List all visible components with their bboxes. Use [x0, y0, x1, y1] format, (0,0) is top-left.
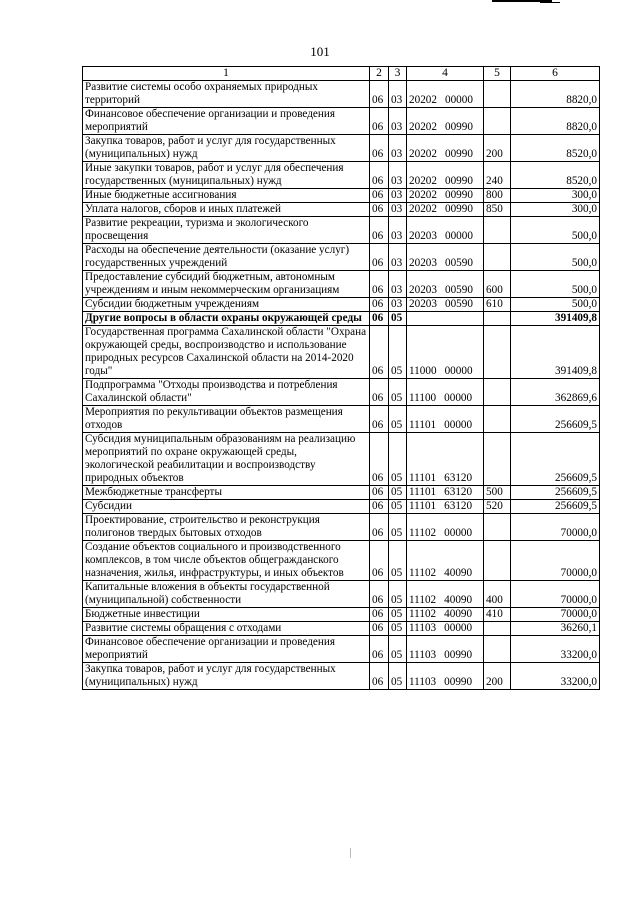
row-target-direction: 00990: [444, 148, 473, 160]
row-expense-type: 240: [484, 162, 511, 189]
row-target-program: 20203: [409, 284, 437, 296]
row-subsection: 03: [389, 298, 407, 312]
row-section: 06: [370, 608, 389, 622]
row-name: Капитальные вложения в объекты государственной (муниципальной) собственности: [83, 581, 370, 608]
table-header-row: [83, 67, 600, 81]
row-expense-type: 500: [484, 486, 511, 500]
row-expense-type: [484, 217, 511, 244]
row-target-program: 11103: [409, 649, 437, 661]
row-subsection: 03: [389, 271, 407, 298]
row-target-program: 11102: [409, 594, 437, 606]
row-target-article: [407, 81, 484, 108]
row-target-article: [407, 636, 484, 663]
row-target-direction: 40090: [444, 608, 473, 620]
row-amount: 70000,0: [511, 541, 600, 581]
row-target-program: 11102: [409, 567, 437, 579]
row-name: Уплата налогов, сборов и иных платежей: [83, 203, 370, 217]
row-name: Финансовое обеспечение организации и проведения мероприятий: [83, 636, 370, 663]
row-target-direction: 00000: [444, 392, 473, 404]
row-target-direction: 63120: [444, 486, 473, 498]
row-amount: 256609,5: [511, 433, 600, 486]
row-subsection: 03: [389, 108, 407, 135]
row-name: Подпрограмма "Отходы производства и потребления Сахалинской области": [83, 379, 370, 406]
row-target-direction: 00000: [444, 419, 473, 431]
row-name: Развитие системы особо охраняемых природных территорий: [83, 81, 370, 108]
row-subsection: 03: [389, 162, 407, 189]
row-amount: 8820,0: [511, 108, 600, 135]
table-row: [83, 622, 600, 636]
row-target-article: [407, 663, 484, 690]
row-target-direction: 00000: [444, 365, 473, 377]
row-section: 06: [370, 108, 389, 135]
row-amount: 300,0: [511, 203, 600, 217]
row-name: Финансовое обеспечение организации и проведения мероприятий: [83, 108, 370, 135]
row-subsection: 03: [389, 189, 407, 203]
row-name: Проектирование, строительство и реконструкция полигонов твердых бытовых отходов: [83, 514, 370, 541]
table-row: [83, 486, 600, 500]
row-amount: 256609,5: [511, 406, 600, 433]
row-section: 06: [370, 81, 389, 108]
row-name: Развитие рекреации, туризма и экологического просвещения: [83, 217, 370, 244]
row-section: 06: [370, 244, 389, 271]
row-subsection: 03: [389, 203, 407, 217]
row-amount: 391409,8: [511, 326, 600, 379]
row-target-article: [407, 298, 484, 312]
row-section: 06: [370, 162, 389, 189]
row-target-article: [407, 514, 484, 541]
row-section: 06: [370, 379, 389, 406]
row-target-program: 11101: [409, 472, 437, 484]
row-section: 06: [370, 298, 389, 312]
row-name: Создание объектов социального и производственного комплексов, в том числе объектов общегражданского назначения, жилья, инфраструктуры, и иных объектов: [83, 541, 370, 581]
row-target-direction: 00990: [444, 121, 473, 133]
row-expense-type: [484, 108, 511, 135]
row-name: Развитие системы обращения с отходами: [83, 622, 370, 636]
row-target-article: [407, 622, 484, 636]
row-target-article: [407, 217, 484, 244]
row-section: 06: [370, 217, 389, 244]
row-target-program: 20202: [409, 121, 437, 133]
table-row: [83, 135, 600, 162]
row-target-program: 11103: [409, 676, 437, 688]
row-target-program: 11101: [409, 486, 437, 498]
row-name: Закупка товаров, работ и услуг для государственных (муниципальных) нужд: [83, 663, 370, 690]
top-rule-short: [540, 2, 560, 3]
row-target-direction: 40090: [444, 594, 473, 606]
row-expense-type: 200: [484, 663, 511, 690]
row-target-program: 20203: [409, 230, 437, 242]
row-amount: 300,0: [511, 189, 600, 203]
row-target-direction: 00990: [444, 649, 473, 661]
row-target-article: [407, 541, 484, 581]
table-row: [83, 81, 600, 108]
row-target-article: [407, 108, 484, 135]
table-row: [83, 298, 600, 312]
row-name: Субсидия муниципальным образованиям на реализацию мероприятий по охране окружающей среды, экологической реабилитации и воспроизводству природных объектов: [83, 433, 370, 486]
row-expense-type: [484, 81, 511, 108]
row-target-direction: 00590: [444, 257, 473, 269]
row-amount: 8820,0: [511, 81, 600, 108]
row-expense-type: [484, 326, 511, 379]
table-row: [83, 203, 600, 217]
row-section: 06: [370, 500, 389, 514]
page-number: 101: [310, 44, 330, 59]
table-row: [83, 433, 600, 486]
row-subsection: 03: [389, 244, 407, 271]
row-subsection: 05: [389, 581, 407, 608]
row-target-article: [407, 406, 484, 433]
row-amount: 36260,1: [511, 622, 600, 636]
row-target-article: [407, 500, 484, 514]
row-section: 06: [370, 486, 389, 500]
table-row: [83, 500, 600, 514]
row-section: 06: [370, 636, 389, 663]
row-target-program: 20202: [409, 189, 437, 201]
row-name: Иные закупки товаров, работ и услуг для обеспечения государственных (муниципальных) нужд: [83, 162, 370, 189]
row-target-article: [407, 244, 484, 271]
row-name: Государственная программа Сахалинской области "Охрана окружающей среды, воспроизводство и использование природных ресурсов Сахалинской области на 2014-2020 годы": [83, 326, 370, 379]
row-expense-type: [484, 636, 511, 663]
row-target-program: 20202: [409, 94, 437, 106]
row-target-direction: 00590: [444, 298, 473, 310]
row-target-direction: 00000: [444, 527, 473, 539]
row-amount: 70000,0: [511, 514, 600, 541]
header-col-2: 2: [370, 67, 389, 81]
table-body: [83, 81, 600, 690]
row-target-direction: 00000: [444, 230, 473, 242]
row-subsection: 05: [389, 500, 407, 514]
table-row: [83, 379, 600, 406]
row-amount: 256609,5: [511, 486, 600, 500]
row-name: Предоставление субсидий бюджетным, автономным учреждениям и иным некоммерческим организациям: [83, 271, 370, 298]
row-amount: 70000,0: [511, 608, 600, 622]
row-target-direction: 00000: [444, 94, 473, 106]
row-amount: 8520,0: [511, 135, 600, 162]
table-row: [83, 312, 600, 326]
row-target-direction: 40090: [444, 567, 473, 579]
row-name: Мероприятия по рекультивации объектов размещения отходов: [83, 406, 370, 433]
row-target-article: [407, 379, 484, 406]
row-target-direction: 00990: [444, 676, 473, 688]
row-amount: 70000,0: [511, 581, 600, 608]
row-expense-type: [484, 312, 511, 326]
row-section: 06: [370, 203, 389, 217]
row-subsection: 05: [389, 433, 407, 486]
row-subsection: 05: [389, 636, 407, 663]
row-expense-type: [484, 514, 511, 541]
row-target-direction: 63120: [444, 472, 473, 484]
row-target-article: [407, 486, 484, 500]
row-target-program: 20203: [409, 298, 437, 310]
row-expense-type: [484, 406, 511, 433]
row-section: 06: [370, 433, 389, 486]
row-expense-type: 850: [484, 203, 511, 217]
row-section: 06: [370, 622, 389, 636]
table-row: [83, 244, 600, 271]
row-subsection: 05: [389, 541, 407, 581]
row-subsection: 05: [389, 663, 407, 690]
row-section: 06: [370, 189, 389, 203]
row-target-program: 11101: [409, 419, 437, 431]
table-row: [83, 541, 600, 581]
row-subsection: 03: [389, 217, 407, 244]
row-subsection: 05: [389, 514, 407, 541]
row-target-program: 11000: [409, 365, 437, 377]
row-amount: 8520,0: [511, 162, 600, 189]
row-subsection: 05: [389, 622, 407, 636]
row-target-direction: 63120: [444, 500, 473, 512]
row-section: 06: [370, 326, 389, 379]
row-name: Закупка товаров, работ и услуг для государственных (муниципальных) нужд: [83, 135, 370, 162]
table-row: [83, 326, 600, 379]
row-target-article: [407, 203, 484, 217]
row-expense-type: 600: [484, 271, 511, 298]
row-target-direction: 00990: [444, 175, 473, 187]
row-section: 06: [370, 663, 389, 690]
table-row: [83, 217, 600, 244]
header-col-3: 3: [389, 67, 407, 81]
row-subsection: 03: [389, 135, 407, 162]
row-target-article: [407, 581, 484, 608]
row-expense-type: 800: [484, 189, 511, 203]
table-row: [83, 162, 600, 189]
row-target-article: [407, 608, 484, 622]
row-section: 06: [370, 312, 389, 326]
scan-mark: [350, 848, 351, 858]
row-target-direction: 00990: [444, 189, 473, 201]
row-target-program: 11103: [409, 622, 437, 634]
row-target-direction: 00590: [444, 284, 473, 296]
row-target-article: [407, 189, 484, 203]
row-expense-type: 200: [484, 135, 511, 162]
row-target-program: 20203: [409, 257, 437, 269]
row-expense-type: [484, 622, 511, 636]
row-subsection: 05: [389, 326, 407, 379]
row-target-direction: 00000: [444, 622, 473, 634]
row-target-article: [407, 271, 484, 298]
row-subsection: 05: [389, 406, 407, 433]
table-row: [83, 108, 600, 135]
row-amount: 362869,6: [511, 379, 600, 406]
row-subsection: 05: [389, 608, 407, 622]
row-section: 06: [370, 271, 389, 298]
row-name: Иные бюджетные ассигнования: [83, 189, 370, 203]
row-target-program: 11102: [409, 608, 437, 620]
row-amount: 33200,0: [511, 636, 600, 663]
row-target-direction: 00990: [444, 203, 473, 215]
row-section: 06: [370, 514, 389, 541]
row-target-program: 11101: [409, 500, 437, 512]
row-name: Субсидии бюджетным учреждениям: [83, 298, 370, 312]
row-target-article: [407, 326, 484, 379]
row-section: 06: [370, 581, 389, 608]
row-name: Субсидии: [83, 500, 370, 514]
row-expense-type: [484, 379, 511, 406]
row-expense-type: 400: [484, 581, 511, 608]
row-target-program: 20202: [409, 148, 437, 160]
table-row: [83, 663, 600, 690]
row-target-program: 20202: [409, 203, 437, 215]
header-col-4: 4: [407, 67, 484, 81]
row-subsection: 05: [389, 379, 407, 406]
header-col-5: 5: [484, 67, 511, 81]
row-target-program: 11100: [409, 392, 437, 404]
row-target-article: [407, 312, 484, 326]
row-amount: 500,0: [511, 271, 600, 298]
row-target-article: [407, 162, 484, 189]
row-expense-type: [484, 244, 511, 271]
row-section: 06: [370, 406, 389, 433]
budget-table: [82, 66, 600, 690]
row-section: 06: [370, 541, 389, 581]
row-subsection: 05: [389, 486, 407, 500]
table-row: [83, 406, 600, 433]
row-amount: 391409,8: [511, 312, 600, 326]
row-expense-type: 520: [484, 500, 511, 514]
row-target-article: [407, 135, 484, 162]
row-target-program: 20202: [409, 175, 437, 187]
table-row: [83, 581, 600, 608]
table-row: [83, 636, 600, 663]
row-expense-type: [484, 433, 511, 486]
table-row: [83, 189, 600, 203]
row-amount: 500,0: [511, 217, 600, 244]
row-name: Бюджетные инвестиции: [83, 608, 370, 622]
row-subsection: 05: [389, 312, 407, 326]
header-col-6: 6: [511, 67, 600, 81]
row-amount: 256609,5: [511, 500, 600, 514]
row-section: 06: [370, 135, 389, 162]
table-row: [83, 608, 600, 622]
header-col-1: 1: [83, 67, 370, 81]
row-name: Расходы на обеспечение деятельности (оказание услуг) государственных учреждений: [83, 244, 370, 271]
row-name: Межбюджетные трансферты: [83, 486, 370, 500]
table-row: [83, 514, 600, 541]
row-target-program: 11102: [409, 527, 437, 539]
row-expense-type: 410: [484, 608, 511, 622]
row-name: Другие вопросы в области охраны окружающей среды: [83, 312, 370, 326]
row-expense-type: 610: [484, 298, 511, 312]
table-row: [83, 271, 600, 298]
row-subsection: 03: [389, 81, 407, 108]
row-expense-type: [484, 541, 511, 581]
row-amount: 33200,0: [511, 663, 600, 690]
row-amount: 500,0: [511, 244, 600, 271]
row-amount: 500,0: [511, 298, 600, 312]
row-target-article: [407, 433, 484, 486]
